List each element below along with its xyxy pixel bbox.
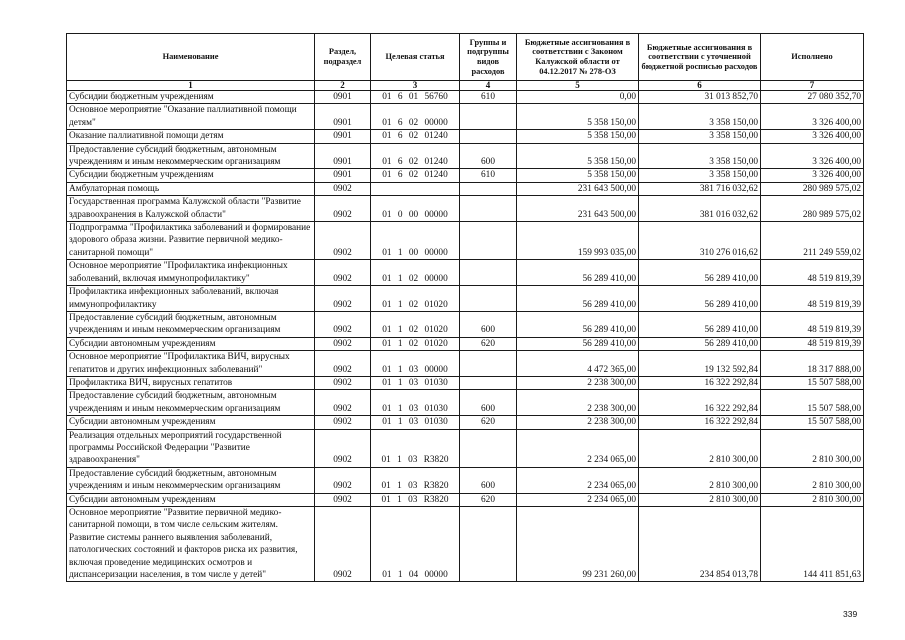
row-refined-amount-cell: 310 276 016,62	[639, 222, 761, 260]
row-section-cell: 0902	[315, 507, 371, 582]
row-section-cell: 0902	[315, 351, 371, 377]
row-target-code-cell: 01 1 03 01030	[371, 376, 460, 389]
row-section-cell: 0901	[315, 130, 371, 143]
row-law-amount-cell: 2 234 065,00	[517, 493, 639, 506]
column-number: 3	[371, 81, 460, 91]
row-executed-amount-cell: 15 507 588,00	[761, 390, 864, 416]
row-executed-amount-cell: 3 326 400,00	[761, 104, 864, 130]
row-section-cell: 0902	[315, 337, 371, 350]
row-group-cell	[460, 286, 517, 312]
table-row	[67, 390, 864, 416]
row-law-amount-cell: 231 643 500,00	[517, 182, 639, 195]
row-executed-amount-cell: 2 810 300,00	[761, 493, 864, 506]
row-name-cell: Профилактика инфекционных заболеваний, включая иммунопрофилактику	[67, 286, 315, 312]
row-refined-amount-cell: 2 810 300,00	[639, 467, 761, 493]
column-number: 2	[315, 81, 371, 91]
page-number: 339	[843, 609, 858, 619]
header-target-article: Целевая статья	[371, 34, 460, 81]
row-section-cell: 0902	[315, 416, 371, 429]
table-row	[67, 416, 864, 429]
row-name-cell: Субсидии бюджетным учреждениям	[67, 91, 315, 104]
column-number: 5	[517, 81, 639, 91]
header-section: Раздел, подраздел	[315, 34, 371, 81]
row-executed-amount-cell: 48 519 819,39	[761, 311, 864, 337]
table-row	[67, 222, 864, 260]
row-executed-amount-cell: 211 249 559,02	[761, 222, 864, 260]
row-section-cell: 0902	[315, 429, 371, 467]
row-group-cell	[460, 507, 517, 582]
row-name-cell: Предоставление субсидий бюджетным, автономным учреждениям и иным некоммерческим организациям	[67, 467, 315, 493]
row-executed-amount-cell: 15 507 588,00	[761, 416, 864, 429]
table-row	[67, 143, 864, 169]
row-law-amount-cell: 2 238 300,00	[517, 390, 639, 416]
row-refined-amount-cell: 2 810 300,00	[639, 493, 761, 506]
row-name-cell: Подпрограмма "Профилактика заболеваний и формирование здорового образа жизни. Развитие первичной медико-санитарной помощи"	[67, 222, 315, 260]
row-target-code-cell: 01 6 02 01240	[371, 169, 460, 182]
row-group-cell	[460, 104, 517, 130]
row-group-cell	[460, 429, 517, 467]
row-target-code-cell: 01 1 03 R3820	[371, 429, 460, 467]
row-name-cell: Субсидии бюджетным учреждениям	[67, 169, 315, 182]
header-executed: Исполнено	[761, 34, 864, 81]
row-law-amount-cell: 231 643 500,00	[517, 196, 639, 222]
row-section-cell: 0902	[315, 390, 371, 416]
row-law-amount-cell: 5 358 150,00	[517, 104, 639, 130]
row-law-amount-cell: 56 289 410,00	[517, 311, 639, 337]
row-law-amount-cell: 5 358 150,00	[517, 130, 639, 143]
row-refined-amount-cell: 16 322 292,84	[639, 390, 761, 416]
budget-table	[66, 33, 864, 582]
row-group-cell: 600	[460, 467, 517, 493]
row-refined-amount-cell: 2 810 300,00	[639, 429, 761, 467]
column-numbers-row	[67, 81, 864, 91]
row-group-cell: 600	[460, 311, 517, 337]
table-row	[67, 182, 864, 195]
row-target-code-cell: 01 1 03 01030	[371, 416, 460, 429]
row-law-amount-cell: 5 358 150,00	[517, 169, 639, 182]
row-law-amount-cell: 2 238 300,00	[517, 376, 639, 389]
row-section-cell: 0901	[315, 143, 371, 169]
table-row	[67, 429, 864, 467]
row-section-cell: 0902	[315, 260, 371, 286]
row-refined-amount-cell: 381 016 032,62	[639, 196, 761, 222]
row-name-cell: Государственная программа Калужской области "Развитие здравоохранения в Калужской области"	[67, 196, 315, 222]
row-target-code-cell: 01 1 02 01020	[371, 337, 460, 350]
table-row	[67, 311, 864, 337]
row-section-cell: 0902	[315, 196, 371, 222]
row-target-code-cell: 01 6 01 56760	[371, 91, 460, 104]
table-row	[67, 351, 864, 377]
table-row	[67, 337, 864, 350]
row-name-cell: Оказание паллиативной помощи детям	[67, 130, 315, 143]
row-executed-amount-cell: 3 326 400,00	[761, 130, 864, 143]
row-law-amount-cell: 56 289 410,00	[517, 337, 639, 350]
row-target-code-cell: 01 1 03 01030	[371, 390, 460, 416]
table-row	[67, 493, 864, 506]
row-section-cell: 0902	[315, 467, 371, 493]
row-group-cell	[460, 222, 517, 260]
row-target-code-cell: 01 1 04 00000	[371, 507, 460, 582]
row-executed-amount-cell: 15 507 588,00	[761, 376, 864, 389]
row-refined-amount-cell: 16 322 292,84	[639, 416, 761, 429]
row-target-code-cell: 01 1 03 R3820	[371, 493, 460, 506]
row-refined-amount-cell: 56 289 410,00	[639, 337, 761, 350]
row-name-cell: Субсидии автономным учреждениям	[67, 493, 315, 506]
header-law-allocations: Бюджетные ассигнования в соответствии с Законом Калужской области от 04.12.2017 № 278-ОЗ	[517, 34, 639, 81]
row-section-cell: 0902	[315, 222, 371, 260]
row-target-code-cell: 01 0 00 00000	[371, 196, 460, 222]
row-refined-amount-cell: 56 289 410,00	[639, 311, 761, 337]
column-number: 1	[67, 81, 315, 91]
row-name-cell: Основное мероприятие "Оказание паллиативной помощи детям"	[67, 104, 315, 130]
row-name-cell: Реализация отдельных мероприятий государственной программы Российской Федерации "Развитие здравоохранения"	[67, 429, 315, 467]
row-refined-amount-cell: 56 289 410,00	[639, 260, 761, 286]
row-group-cell	[460, 130, 517, 143]
row-refined-amount-cell: 3 358 150,00	[639, 130, 761, 143]
row-name-cell: Основное мероприятие "Профилактика ВИЧ, вирусных гепатитов и других инфекционных заболеваний"	[67, 351, 315, 377]
table-row	[67, 196, 864, 222]
row-group-cell: 620	[460, 337, 517, 350]
row-executed-amount-cell: 2 810 300,00	[761, 467, 864, 493]
row-target-code-cell: 01 1 02 01020	[371, 286, 460, 312]
row-executed-amount-cell: 48 519 819,39	[761, 260, 864, 286]
row-group-cell: 600	[460, 143, 517, 169]
row-refined-amount-cell: 234 854 013,78	[639, 507, 761, 582]
row-law-amount-cell: 0,00	[517, 91, 639, 104]
row-target-code-cell: 01 1 02 01020	[371, 311, 460, 337]
row-target-code-cell: 01 6 02 00000	[371, 104, 460, 130]
row-name-cell: Предоставление субсидий бюджетным, автономным учреждениям и иным некоммерческим организациям	[67, 311, 315, 337]
row-group-cell	[460, 182, 517, 195]
row-law-amount-cell: 5 358 150,00	[517, 143, 639, 169]
row-section-cell: 0901	[315, 169, 371, 182]
row-refined-amount-cell: 381 716 032,62	[639, 182, 761, 195]
table-row	[67, 104, 864, 130]
column-number: 6	[639, 81, 761, 91]
row-law-amount-cell: 56 289 410,00	[517, 286, 639, 312]
row-law-amount-cell: 2 234 065,00	[517, 467, 639, 493]
row-name-cell: Профилактика ВИЧ, вирусных гепатитов	[67, 376, 315, 389]
header-name: Наименование	[67, 34, 315, 81]
row-executed-amount-cell: 280 989 575,02	[761, 182, 864, 195]
column-number: 4	[460, 81, 517, 91]
row-executed-amount-cell: 280 989 575,02	[761, 196, 864, 222]
row-section-cell: 0902	[315, 376, 371, 389]
row-refined-amount-cell: 3 358 150,00	[639, 104, 761, 130]
row-section-cell: 0901	[315, 91, 371, 104]
table-row	[67, 507, 864, 582]
row-refined-amount-cell: 3 358 150,00	[639, 143, 761, 169]
row-refined-amount-cell: 16 322 292,84	[639, 376, 761, 389]
row-group-cell: 620	[460, 416, 517, 429]
table-row	[67, 260, 864, 286]
row-executed-amount-cell: 144 411 851,63	[761, 507, 864, 582]
row-refined-amount-cell: 56 289 410,00	[639, 286, 761, 312]
header-expense-groups: Группы и подгруппы видов расходов	[460, 34, 517, 81]
row-name-cell: Субсидии автономным учреждениям	[67, 416, 315, 429]
table-body	[67, 91, 864, 582]
row-executed-amount-cell: 48 519 819,39	[761, 286, 864, 312]
row-group-cell: 600	[460, 390, 517, 416]
row-executed-amount-cell: 27 080 352,70	[761, 91, 864, 104]
row-section-cell: 0902	[315, 311, 371, 337]
row-group-cell: 610	[460, 169, 517, 182]
row-group-cell	[460, 351, 517, 377]
row-target-code-cell: 01 1 03 00000	[371, 351, 460, 377]
row-law-amount-cell: 159 993 035,00	[517, 222, 639, 260]
row-target-code-cell: 01 6 02 01240	[371, 130, 460, 143]
row-executed-amount-cell: 3 326 400,00	[761, 143, 864, 169]
row-executed-amount-cell: 3 326 400,00	[761, 169, 864, 182]
header-row	[67, 34, 864, 81]
row-target-code-cell: 01 1 03 R3820	[371, 467, 460, 493]
row-executed-amount-cell: 18 317 888,00	[761, 351, 864, 377]
row-law-amount-cell: 2 238 300,00	[517, 416, 639, 429]
table-row	[67, 130, 864, 143]
row-name-cell: Амбулаторная помощь	[67, 182, 315, 195]
table-row	[67, 91, 864, 104]
row-group-cell	[460, 376, 517, 389]
row-section-cell: 0902	[315, 286, 371, 312]
row-law-amount-cell: 56 289 410,00	[517, 260, 639, 286]
row-group-cell: 610	[460, 91, 517, 104]
row-name-cell: Предоставление субсидий бюджетным, автономным учреждениям и иным некоммерческим организациям	[67, 143, 315, 169]
row-law-amount-cell: 4 472 365,00	[517, 351, 639, 377]
row-name-cell: Субсидии автономным учреждениям	[67, 337, 315, 350]
row-section-cell: 0902	[315, 493, 371, 506]
row-name-cell: Основное мероприятие "Развитие первичной медико-санитарной помощи, в том числе сельским жителям. Развитие системы раннего выявления заболеваний, патологических состояний и факторов риска их развития, включая проведение медицинских осмотров и диспансеризации населения, в том числе у детей"	[67, 507, 315, 582]
row-target-code-cell: 01 1 00 00000	[371, 222, 460, 260]
column-number: 7	[761, 81, 864, 91]
row-group-cell	[460, 260, 517, 286]
row-name-cell: Предоставление субсидий бюджетным, автономным учреждениям и иным некоммерческим организациям	[67, 390, 315, 416]
row-executed-amount-cell: 2 810 300,00	[761, 429, 864, 467]
row-section-cell: 0902	[315, 182, 371, 195]
row-target-code-cell: 01 1 02 00000	[371, 260, 460, 286]
row-law-amount-cell: 99 231 260,00	[517, 507, 639, 582]
row-group-cell: 620	[460, 493, 517, 506]
row-target-code-cell	[371, 182, 460, 195]
row-section-cell: 0901	[315, 104, 371, 130]
table-row	[67, 376, 864, 389]
row-executed-amount-cell: 48 519 819,39	[761, 337, 864, 350]
row-law-amount-cell: 2 234 065,00	[517, 429, 639, 467]
row-target-code-cell: 01 6 02 01240	[371, 143, 460, 169]
header-refined-allocations: Бюджетные ассигнования в соответствии с уточненной бюджетной росписью расходов	[639, 34, 761, 81]
row-group-cell	[460, 196, 517, 222]
table-row	[67, 467, 864, 493]
row-refined-amount-cell: 19 132 592,84	[639, 351, 761, 377]
row-refined-amount-cell: 3 358 150,00	[639, 169, 761, 182]
table-row	[67, 286, 864, 312]
row-refined-amount-cell: 31 013 852,70	[639, 91, 761, 104]
row-name-cell: Основное мероприятие "Профилактика инфекционных заболеваний, включая иммунопрофилактику"	[67, 260, 315, 286]
table-row	[67, 169, 864, 182]
